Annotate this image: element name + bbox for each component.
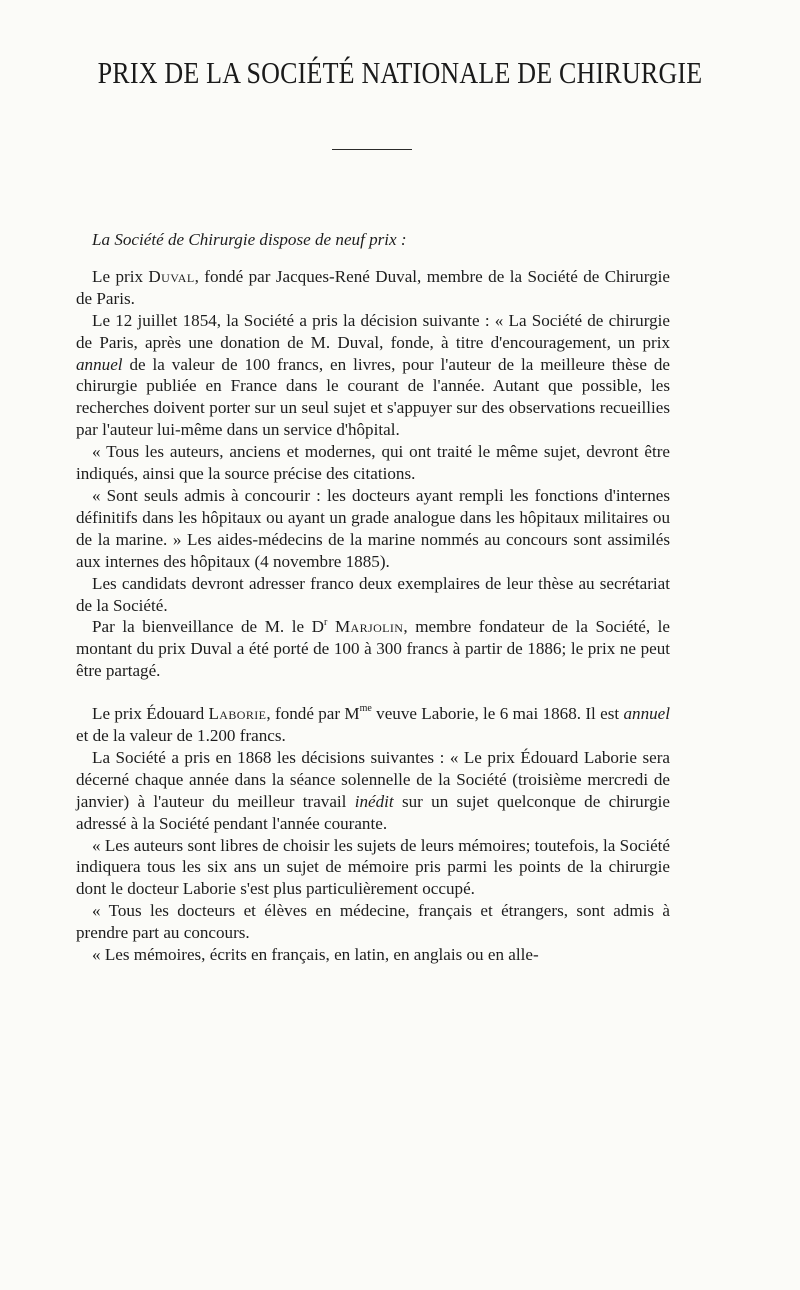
- page-title: PRIX DE LA SOCIÉTÉ NATIONALE DE CHIRURGIE: [97, 56, 703, 91]
- duval-paragraph-1: Le prix Duval, fondé par Jacques-René Duval, membre de la Société de Chirurgie de Paris.: [76, 266, 670, 308]
- duval-paragraph-6: Par la bienveillance de M. le $D^r$ Marjolin, membre fondateur de la Société, le montant du prix Duval a été porté de 100 à 300 francs à partir de 1886; le prix ne peut être partagé.: [76, 616, 671, 681]
- duval-paragraph-3: « Tous les auteurs, anciens et modernes, qui ont traité le même sujet, devront être indiqués, ainsi que la source précise des citations.: [76, 442, 670, 484]
- laborie-paragraph-4: « Tous les docteurs et élèves en médecine, français et étrangers, sont admis à prendre part au concours.: [76, 901, 670, 943]
- emphasis-annuel-2: annuel: [623, 704, 670, 724]
- duval-paragraph-2: Le 12 juillet 1854, la Société a pris la décision suivante : « La Société de chirurgie de Paris, après une donation de M. Duval, fonde, à titre d'encouragement, un prix annuel de la valeur de 100 francs, en livres, pour l'auteur de la meilleure thèse de chirurgie publiée en France dans le courant de l'année. Autant que possible, les recherches doivent porter sur un seul sujet et s'appuyer sur des observations recueillies par l'auteur lui-même dans un service d'hôpital.: [76, 310, 670, 440]
- title-divider: [332, 149, 412, 150]
- duval-paragraph-5: Les candidats devront adresser franco deux exemplaires de leur thèse au secrétariat de la Société.: [76, 573, 670, 615]
- laborie-paragraph-3: « Les auteurs sont libres de choisir les sujets de leurs mémoires; toutefois, la Société indiquera tous les six ans un sujet de mémoire pris parmi les points de la chirurgie dont le docteur Laborie s'est plus particulièrement occupé.: [76, 835, 670, 899]
- duval-paragraph-4: « Sont seuls admis à concourir : les docteurs ayant rempli les fonctions d'internes définitifs dans les hôpitaux ou ayant un grade analogue dans les hôpitaux militaires ou de la marine. » Les aides-médecins de la marine nommés au concours sont assimilés aux internes des hôpitaux (4 novembre 1885).: [76, 485, 670, 571]
- laborie-paragraph-2: La Société a pris en 1868 les décisions suivantes : « Le prix Édouard Laborie sera décerné chaque année dans la séance solennelle de la Société (troisième mercredi de janvier) à l'auteur du meilleur travail inédit sur un sujet quelconque de chirurgie adressé à la Société pendant l'année courante.: [76, 747, 670, 833]
- laborie-name: Laborie: [208, 704, 267, 724]
- duval-name: Duval: [148, 266, 195, 286]
- intro-line: La Société de Chirurgie dispose de neuf prix :: [92, 230, 407, 249]
- emphasis-annuel: annuel: [76, 354, 123, 374]
- laborie-paragraph-5: « Les mémoires, écrits en français, en latin, en anglais ou en alle-: [92, 945, 539, 965]
- body-text: [76, 229, 670, 966]
- laborie-paragraph-1: Le prix Édouard Laborie, fondé par $M^{me}$ veuve Laborie, le 6 mai 1868. Il est annuel et de la valeur de 1.200 francs.: [76, 703, 670, 746]
- marjolin-name: Marjolin: [334, 617, 404, 637]
- emphasis-inedit: inédit: [354, 791, 394, 811]
